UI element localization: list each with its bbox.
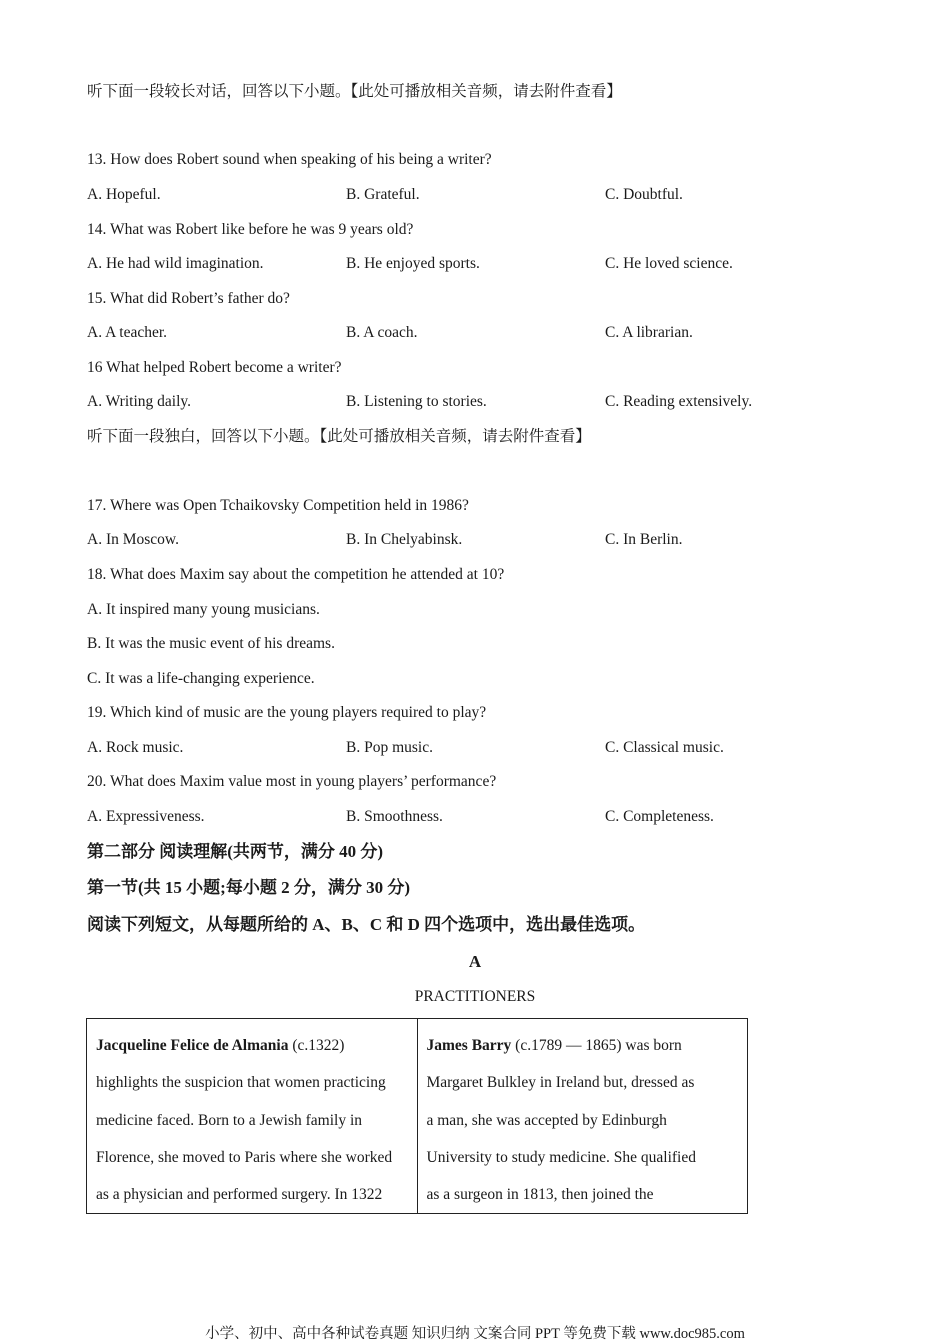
page-footer: 小学、初中、高中各种试卷真题 知识归纳 文案合同 PPT 等免费下载 www.doc985.com — [205, 1326, 745, 1342]
q15-option-c: C. A librarian. — [605, 324, 693, 341]
part2-title: 第二部分 阅读理解(共两节，满分 40 分) — [87, 842, 384, 861]
q20-option-b: B. Smoothness. — [346, 808, 443, 825]
question-20: 20. What does Maxim value most in young players’ performance? — [87, 773, 497, 790]
question-18: 18. What does Maxim say about the competition he attended at 10? — [87, 566, 505, 583]
practitioner-cell-barry: James Barry (c.1789 — 1865) was born Margaret Bulkley in Ireland but, dressed as a man, she was accepted by Edinburgh University to study medicine. She qualified as a surgeon in 1813, then joined the — [417, 1019, 748, 1214]
question-16: 16 What helped Robert become a writer? — [87, 359, 342, 376]
q20-option-c: C. Completeness. — [605, 808, 714, 825]
q19-option-a: A. Rock music. — [87, 739, 184, 756]
q20-option-a: A. Expressiveness. — [87, 808, 205, 825]
q13-option-a: A. Hopeful. — [87, 186, 161, 203]
q18-option-b: B. It was the music event of his dreams. — [87, 635, 335, 652]
section1-intro: 听下面一段较长对话，回答以下小题。【此处可播放相关音频，请去附件查看】 — [87, 83, 622, 100]
q19-option-b: B. Pop music. — [346, 739, 433, 756]
q18-option-a: A. It inspired many young musicians. — [87, 601, 320, 618]
q16-option-c: C. Reading extensively. — [605, 393, 753, 410]
q13-option-c: C. Doubtful. — [605, 186, 683, 203]
q17-option-c: C. In Berlin. — [605, 531, 683, 548]
part2-subtitle: 第一节(共 15 小题;每小题 2 分，满分 30 分) — [87, 878, 410, 897]
question-15: 15. What did Robert’s father do? — [87, 290, 290, 307]
q14-option-a: A. He had wild imagination. — [87, 255, 264, 272]
practitioners-table — [86, 1018, 748, 1214]
q15-option-b: B. A coach. — [346, 324, 418, 341]
q14-option-c: C. He loved science. — [605, 255, 733, 272]
passage-title: PRACTITIONERS — [414, 988, 536, 1005]
q19-option-c: C. Classical music. — [605, 739, 724, 756]
question-14: 14. What was Robert like before he was 9 years old? — [87, 221, 414, 238]
q17-option-a: A. In Moscow. — [87, 531, 179, 548]
section2-intro: 听下面一段独白，回答以下小题。【此处可播放相关音频，请去附件查看】 — [87, 428, 591, 445]
question-17: 17. Where was Open Tchaikovsky Competition held in 1986? — [87, 497, 469, 514]
q16-option-a: A. Writing daily. — [87, 393, 191, 410]
q15-option-a: A. A teacher. — [87, 324, 168, 341]
practitioner-name: James Barry — [426, 1037, 512, 1054]
question-13: 13. How does Robert sound when speaking of his being a writer? — [87, 151, 492, 168]
q16-option-b: B. Listening to stories. — [346, 393, 487, 410]
part2-instructions: 阅读下列短文，从每题所给的 A、B、C 和 D 四个选项中，选出最佳选项。 — [87, 915, 646, 934]
question-19: 19. Which kind of music are the young players required to play? — [87, 704, 487, 721]
q18-option-c: C. It was a life-changing experience. — [87, 670, 315, 687]
practitioner-cell-almania: Jacqueline Felice de Almania (c.1322) highlights the suspicion that women practicing medicine faced. Born to a Jewish family in Florence, she moved to Paris where she worked as a physician and performed surgery. In 1322 — [87, 1019, 418, 1214]
passage-letter: A — [468, 952, 482, 971]
q17-option-b: B. In Chelyabinsk. — [346, 531, 463, 548]
q14-option-b: B. He enjoyed sports. — [346, 255, 480, 272]
q13-option-b: B. Grateful. — [346, 186, 420, 203]
practitioner-name: Jacqueline Felice de Almania — [96, 1037, 289, 1054]
